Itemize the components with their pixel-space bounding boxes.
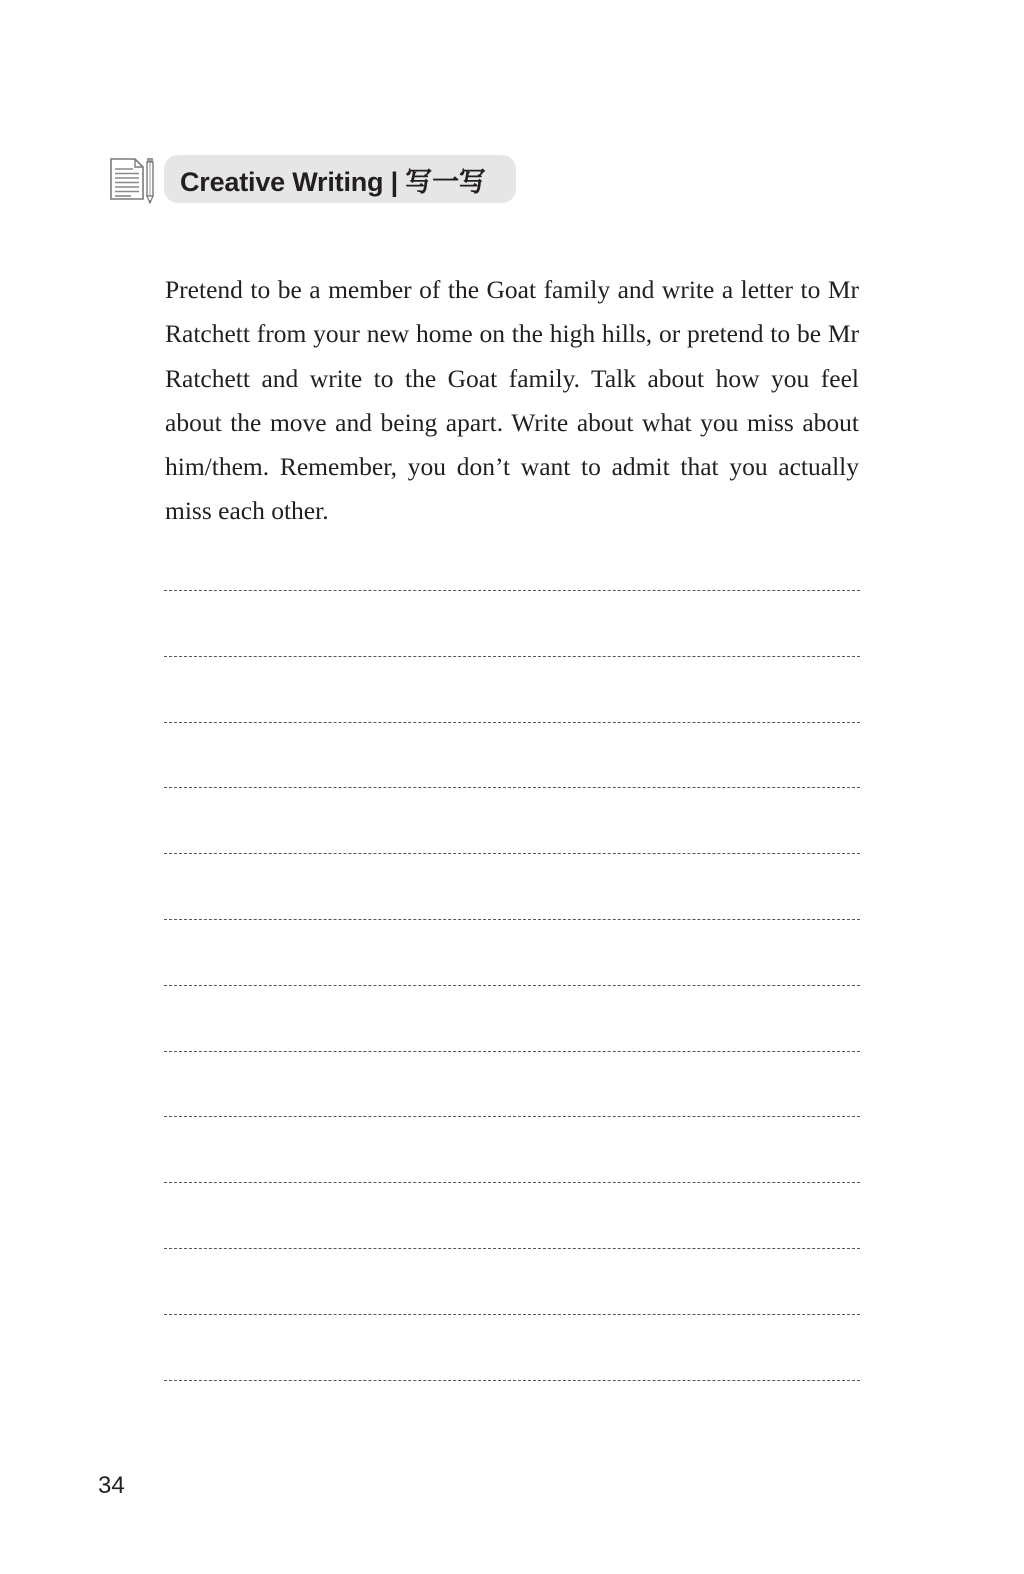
writing-line[interactable] [164, 590, 860, 591]
page-number: 34 [98, 1472, 125, 1499]
writing-prompt: Pretend to be a member of the Goat family and write a letter to Mr Ratchett from your new home on the high hills, or pretend to be Mr Ratchett and write to the Goat family. Talk about how you feel about the move and being apart. Write about what you miss about him/them. Remember, you don’t want to admit that you actually miss each other. [165, 275, 859, 526]
writing-lines [164, 590, 860, 1445]
writing-line[interactable] [164, 656, 860, 657]
writing-line[interactable] [164, 1182, 860, 1183]
writing-line[interactable] [164, 1116, 860, 1117]
writing-line[interactable] [164, 1380, 860, 1381]
writing-line[interactable] [164, 1051, 860, 1052]
writing-line[interactable] [164, 1248, 860, 1249]
writing-line[interactable] [164, 1314, 860, 1315]
writing-line[interactable] [164, 919, 860, 920]
writing-line[interactable] [164, 853, 860, 854]
writing-line[interactable] [164, 722, 860, 723]
writing-line[interactable] [164, 787, 860, 788]
document-pencil-icon [107, 155, 157, 205]
section-title: Creative Writing | 写一写 [180, 166, 486, 197]
section-heading [164, 155, 516, 203]
writing-line[interactable] [164, 985, 860, 986]
